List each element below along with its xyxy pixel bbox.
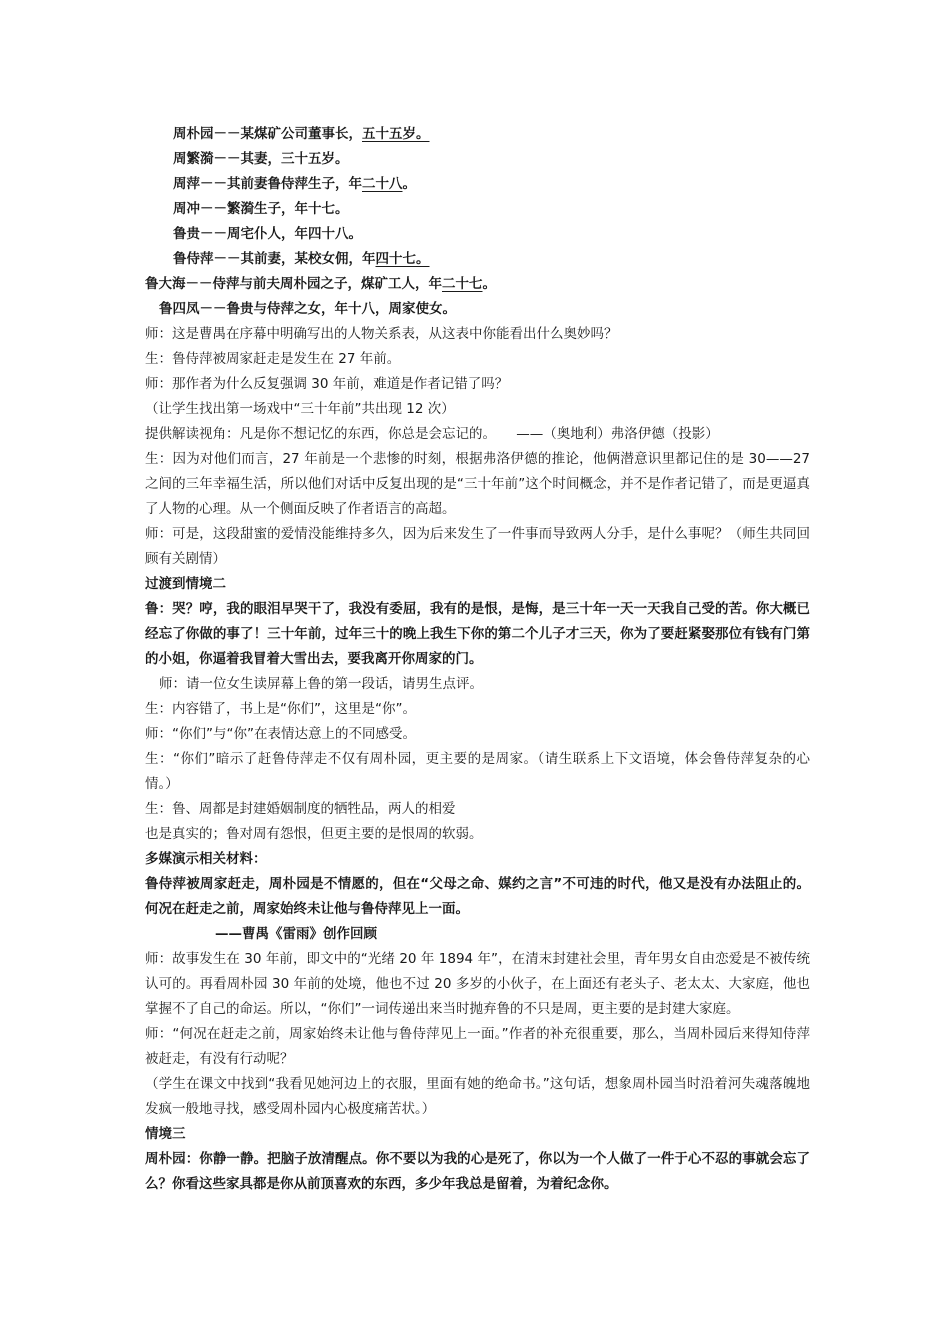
cast-line-lu-shiping: 鲁侍萍－－其前妻，某校女佣，年四十七。 xyxy=(173,251,430,267)
script-quote: 周朴园：你静一静。把脑子放清醒点。你不要以为我的心是死了，你以为一个人做了一件于心不忍的事就会忘了么？你看这些家具都是你从前顶喜欢的东西，多少年我总是留着，为着纪念你。 xyxy=(145,1151,810,1192)
multimedia-quote: 鲁侍萍被周家赶走，周朴园是不情愿的，但在“父母之命、媒约之言”不可违的时代，他又是没有办法阻止的。何况在赶走之前，周家始终未让他与鲁侍萍见上一面。 xyxy=(145,876,810,917)
quote-source: ——曹禺《雷雨》创作回顾 xyxy=(215,926,377,942)
student-line-continued: 也是真实的；鲁对周有怨恨，但更主要的是恨周的软弱。 xyxy=(145,826,483,842)
student-line: 生：内容错了，书上是“你们”，这里是“你”。 xyxy=(145,701,416,717)
teacher-line: 师：“何况在赶走之前，周家始终未让他与鲁侍萍见上一面。”作者的补充很重要，那么，当周朴园后来得知侍萍被赶走，有没有行动呢？ xyxy=(145,1026,810,1067)
cast-line-zhou-puyuan: 周朴园－－某煤矿公司董事长，五十五岁。 xyxy=(173,126,430,142)
cast-line-lu-sifeng: 鲁四凤－－鲁贵与侍萍之女，年十八，周家使女。 xyxy=(159,301,456,317)
cast-line-lu-gui: 鲁贵－－周宅仆人，年四十八。 xyxy=(173,226,362,242)
cast-line-lu-dahai: 鲁大海－－侍萍与前夫周朴园之子，煤矿工人，年二十七。 xyxy=(145,276,496,292)
teacher-line: 师：这是曹禺在序幕中明确写出的人物关系表，从这表中你能看出什么奥妙吗？ xyxy=(145,326,618,342)
section-heading: 过渡到情境二 xyxy=(145,576,226,592)
document-page xyxy=(145,122,810,1197)
reading-perspective: 提供解读视角：凡是你不想记忆的东西，你总是会忘记的。 ——（奥地利）弗洛伊德（投影） xyxy=(145,426,719,442)
student-line: 生：鲁侍萍被周家赶走是发生在 27 年前。 xyxy=(145,351,401,367)
script-quote: 鲁：哭？哼，我的眼泪早哭干了，我没有委屈，我有的是恨，是悔，是三十年一天一天我自己受的苦。你大概已经忘了你做的事了！三十年前，过年三十的晚上我生下你的第二个儿子才三天，你为了要赶紧娶那位有钱有门第的小姐，你逼着我冒着大雪出去，要我离开你周家的门。 xyxy=(145,601,810,667)
stage-note: （学生在课文中找到“我看见她河边上的衣服，里面有她的绝命书。”这句话，想象周朴园当时沿着河失魂落魄地发疯一般地寻找，感受周朴园内心极度痛苦状。） xyxy=(145,1076,810,1117)
teacher-line: 师：可是，这段甜蜜的爱情没能维持多久，因为后来发生了一件事而导致两人分手，是什么事呢？（师生共同回顾有关剧情） xyxy=(145,526,810,567)
section-heading: 情境三 xyxy=(145,1126,186,1142)
stage-note: （让学生找出第一场戏中“三十年前”共出现 12 次） xyxy=(145,401,455,417)
teacher-line: 师：那作者为什么反复强调 30 年前，难道是作者记错了吗？ xyxy=(145,376,509,392)
section-heading: 多媒演示相关材料： xyxy=(145,851,267,867)
student-line: 生：鲁、周都是封建婚姻制度的牺牲品，两人的相爱 xyxy=(145,801,456,817)
teacher-line: 师：请一位女生读屏幕上鲁的第一段话，请男生点评。 xyxy=(159,676,483,692)
teacher-line: 师：故事发生在 30 年前，即文中的“光绪 20 年 1894 年”，在清末封建社会里，青年男女自由恋爱是不被传统认可的。再看周朴园 30 年前的处境，他也不过 20 多岁的小伙子，在上面还有老头子、老太太、大家庭，他也掌握不了自己的命运。所以，“你们”一词传递出来当时抛弃鲁的不只是周，更主要的是封建大家庭。 xyxy=(145,951,810,1017)
cast-line-zhou-chong: 周冲－－繁漪生子，年十七。 xyxy=(173,201,349,217)
student-line: 生：因为对他们而言，27 年前是一个悲惨的时刻，根据弗洛伊德的推论，他俩潜意识里都记住的是 30——27 之间的三年幸福生活，所以他们对话中反复出现的是“三十年前”这个时间概念，并不是作者记错了，而是更逼真了人物的心理。从一个侧面反映了作者语言的高超。 xyxy=(145,451,810,517)
teacher-line: 师：“你们”与“你”在表情达意上的不同感受。 xyxy=(145,726,416,742)
cast-line-zhou-ping: 周萍－－其前妻鲁侍萍生子，年二十八。 xyxy=(173,176,416,192)
cast-line-zhou-fanyi: 周繁漪－－其妻，三十五岁。 xyxy=(173,151,349,167)
student-line: 生：“你们”暗示了赶鲁侍萍走不仅有周朴园，更主要的是周家。（请生联系上下文语境，体会鲁侍萍复杂的心情。） xyxy=(145,751,810,792)
